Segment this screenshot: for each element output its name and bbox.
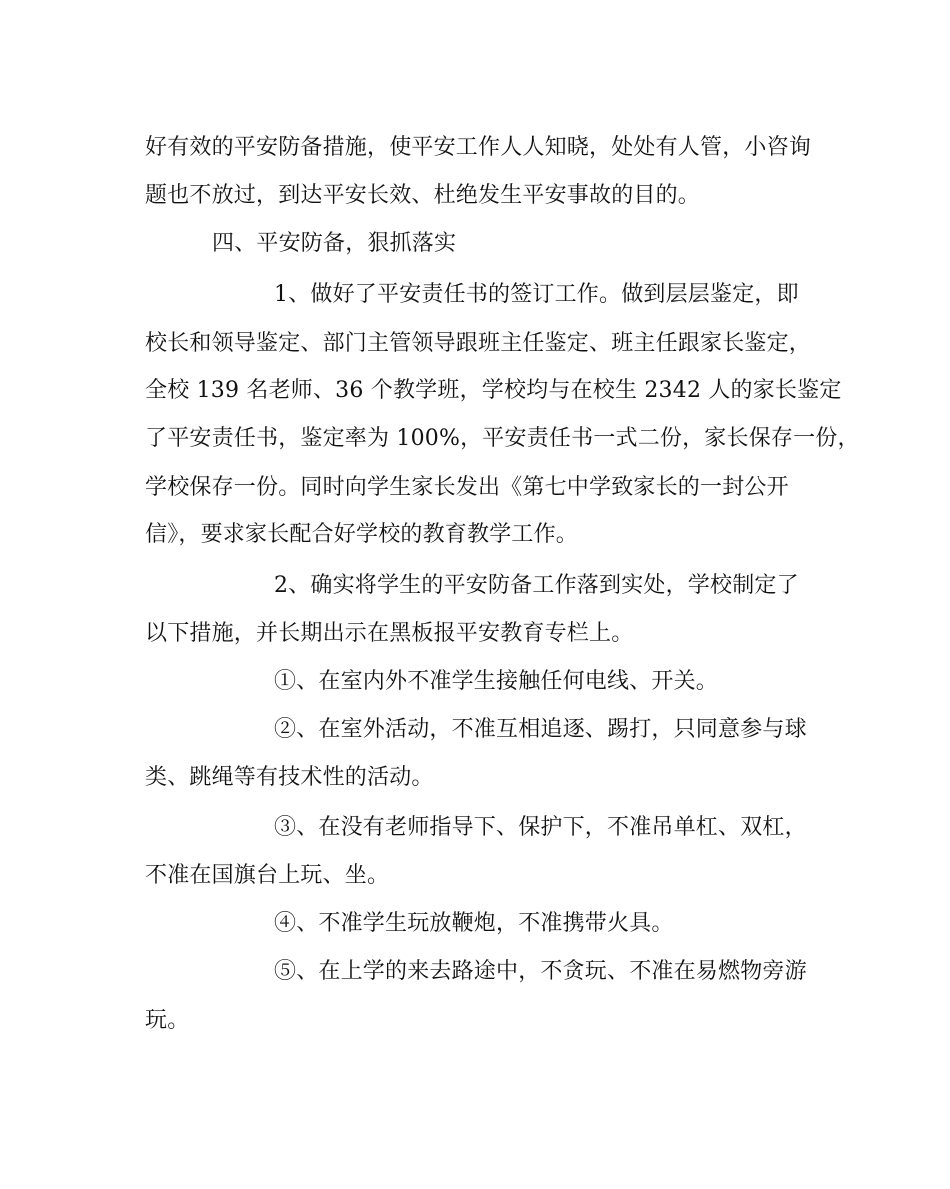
- rule-item-4: ④、不准学生玩放鞭炮，不准携带火具。: [274, 911, 674, 936]
- rule-item-3-continued: 不准在国旗台上玩、坐。: [145, 863, 390, 888]
- rule-item-3: ③、在没有老师指导下、保护下，不准吊单杠、双杠，: [274, 815, 807, 840]
- text-line-11: 以下措施，并长期出示在黑板报平安教育专栏上。: [145, 621, 634, 646]
- rule-item-2: ②、在室外活动，不准互相追逐、踢打，只同意参与球: [274, 717, 807, 742]
- text-line-8: 学校保存一份。同时向学生家长发出《第七中学致家长的一封公开: [145, 475, 789, 500]
- text-line-10: 2、确实将学生的平安防备工作落到实处，学校制定了: [274, 573, 799, 598]
- rule-item-5-continued: 玩。: [145, 1008, 190, 1033]
- rule-item-1: ①、在室内外不准学生接触任何电线、开关。: [274, 669, 719, 694]
- text-line-6: 全校 139 名老师、36 个教学班，学校均与在校生 2342 人的家长鉴定: [145, 378, 842, 403]
- rule-item-2-continued: 类、跳绳等有技术性的活动。: [145, 765, 434, 790]
- text-line-1: 好有效的平安防备措施，使平安工作人人知晓，处处有人管，小咨询: [145, 135, 812, 160]
- text-line-7: 了平安责任书，鉴定率为 100%，平安责任书一式二份，家长保存一份，: [145, 426, 860, 451]
- section-heading: 四、平安防备，狠抓落实: [212, 231, 457, 256]
- rule-item-5: ⑤、在上学的来去路途中，不贪玩、不准在易燃物旁游: [274, 959, 807, 984]
- text-line-4: 1、做好了平安责任书的签订工作。做到层层鉴定，即: [274, 282, 799, 307]
- text-line-2: 题也不放过，到达平安长效、杜绝发生平安事故的目的。: [145, 183, 701, 208]
- text-line-5: 校长和领导鉴定、部门主管领导跟班主任鉴定、班主任跟家长鉴定，: [145, 331, 812, 356]
- text-line-9: 信》，要求家长配合好学校的教育教学工作。: [145, 522, 579, 547]
